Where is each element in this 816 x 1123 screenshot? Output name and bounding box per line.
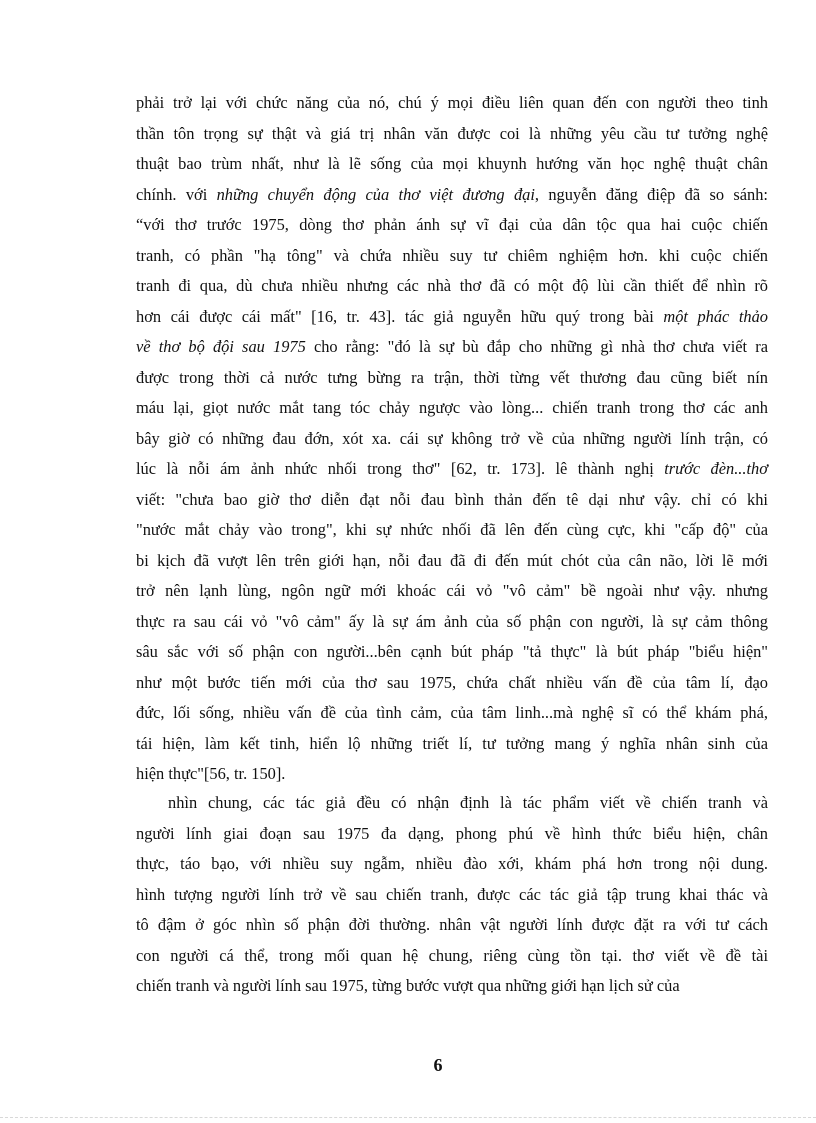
text-line (136, 637, 768, 668)
text-line (136, 941, 768, 972)
text-line (136, 668, 768, 699)
text-run: tranh đi qua, dù chưa nhiều nhưng các nhà thơ đã có một độ lùi cần thiết để nhìn rõ (136, 276, 768, 295)
text-line (136, 576, 768, 607)
text-run: thuật bao trùm nhất, như là lẽ sống của mọi khuynh hướng văn học nghệ thuật chân (136, 154, 768, 173)
text-line (136, 88, 768, 119)
italic-title-text: về thơ bộ đội sau 1975 (136, 337, 306, 356)
text-line (136, 149, 768, 180)
text-line (136, 729, 768, 760)
text-run: trở nên lạnh lùng, ngôn ngữ mới khoác cái vỏ "vô cảm" bề ngoài như vậy. nhưng (136, 581, 768, 600)
text-line (136, 454, 768, 485)
italic-title-text: trước đèn...thơ (664, 459, 768, 478)
text-run: con người cá thể, trong mối quan hệ chung, riêng cùng tồn tại. thơ viết về đề tài (136, 945, 768, 965)
text-run: tô đậm ở góc nhìn số phận đời thường. nhân vật người lính được đặt ra với tư cách (136, 915, 768, 934)
text-run: cho rằng: "đó là sự bù đắp cho những gì nhà thơ chưa viết ra (305, 337, 768, 356)
text-run: tái hiện, làm kết tinh, hiển lộ những triết lí, tư tưởng mang ý nghĩa nhân sinh của (136, 733, 768, 753)
text-line (136, 271, 768, 302)
text-run: phải trở lại với chức năng của nó, chú ý mọi điều liên quan đến con người theo tinh (136, 93, 768, 112)
text-run: tranh, có phần "hạ tông" và chứa nhiều suy tư chiêm nghiệm hơn. khi cuộc chiến (136, 245, 768, 265)
text-line (136, 393, 768, 424)
text-line (136, 363, 768, 394)
text-run: như một bước tiến mới của thơ sau 1975, chứa chất nhiều vấn đề của tâm lí, đạo (136, 672, 768, 692)
body-paragraph-1 (136, 88, 768, 790)
text-line (136, 607, 768, 638)
text-line (136, 424, 768, 455)
italic-title-text: một phác thảo (663, 306, 768, 326)
text-run: thần tôn trọng sự thật và giá trị nhân văn được coi là những yêu cầu tư tưởng nghệ (136, 123, 768, 143)
text-line (136, 910, 768, 941)
text-line (136, 302, 768, 333)
text-run: chiến tranh và người lính sau 1975, từng bước vượt qua những giới hạn lịch sử của (136, 976, 680, 995)
text-line (136, 546, 768, 577)
page-number: 6 (433, 1055, 443, 1075)
text-line (136, 485, 768, 516)
text-line (136, 119, 768, 150)
text-run: được trong thời cả nước tưng bừng ra trận, thời từng vết thương đau cũng biết nín (136, 367, 768, 387)
text-run: chính. với (136, 184, 217, 204)
text-line (136, 180, 768, 211)
text-line (136, 880, 768, 911)
text-line (136, 971, 768, 1002)
text-run: viết: "chưa bao giờ thơ diễn đạt nỗi đau bình thản đến tê dại như vậy. chỉ có khi (136, 489, 768, 509)
text-run: “với thơ trước 1975, dòng thơ phản ánh sự vĩ đại của dân tộc qua hai cuộc chiến (136, 215, 768, 234)
page-bottom-rule (0, 1117, 816, 1118)
text-run: , nguyễn đăng điệp đã so sánh: (534, 184, 768, 204)
text-line (136, 788, 768, 819)
italic-title-text: những chuyển động của thơ việt đương đại (216, 184, 535, 204)
text-run: hơn cái được cái mất" [16, tr. 43]. tác giả nguyễn hữu quý trong bài (136, 306, 664, 326)
text-line (136, 332, 768, 363)
text-line (136, 759, 768, 790)
text-run: máu lại, giọt nước mắt tang tóc chảy ngược vào lòng... chiến tranh trong thơ các anh (136, 398, 768, 417)
text-run: thực ra sau cái vỏ "vô cảm" ấy là sự ám ảnh của số phận con người, là sự cảm thông (136, 611, 768, 631)
text-line (136, 698, 768, 729)
text-run: người lính giai đoạn sau 1975 đa dạng, phong phú về hình thức biểu hiện, chân (136, 823, 768, 843)
body-paragraph-2 (136, 788, 768, 1002)
text-run: hình tượng người lính trở về sau chiến tranh, được các tác giả tập trung khai thác và (136, 884, 768, 904)
text-line (136, 241, 768, 272)
text-line (136, 515, 768, 546)
text-run: đức, lối sống, nhiều vấn đề của tình cảm, của tâm linh...mà nghệ sĩ có thể khám phá, (136, 703, 768, 722)
text-run: nhìn chung, các tác giả đều có nhận định là tác phẩm viết về chiến tranh và (168, 793, 768, 812)
text-line (136, 819, 768, 850)
text-line (136, 210, 768, 241)
text-run: lúc là nỗi ám ảnh nhức nhối trong thơ" [62, tr. 173]. lê thành nghị (136, 459, 665, 478)
text-run: "nước mắt chảy vào trong", khi sự nhức nhối đã lên đến cùng cực, khi "cấp độ" của (136, 520, 768, 539)
text-run: bây giờ có những đau đớn, xót xa. cái sự không trở về của những người lính trận, có (136, 428, 768, 448)
text-line (136, 849, 768, 880)
text-run: hiện thực"[56, tr. 150]. (136, 764, 286, 783)
text-run: sâu sắc với số phận con người...bên cạnh bút pháp "tả thực" là bút pháp "biểu hiện" (136, 642, 768, 661)
text-run: thực, táo bạo, với nhiều suy ngẫm, nhiều đào xới, khám phá hơn trong nội dung. (136, 854, 768, 873)
text-run: bi kịch đã vượt lên trên giới hạn, nỗi đau đã đi đến mút chót của cân não, lời lẽ mới (136, 550, 768, 570)
